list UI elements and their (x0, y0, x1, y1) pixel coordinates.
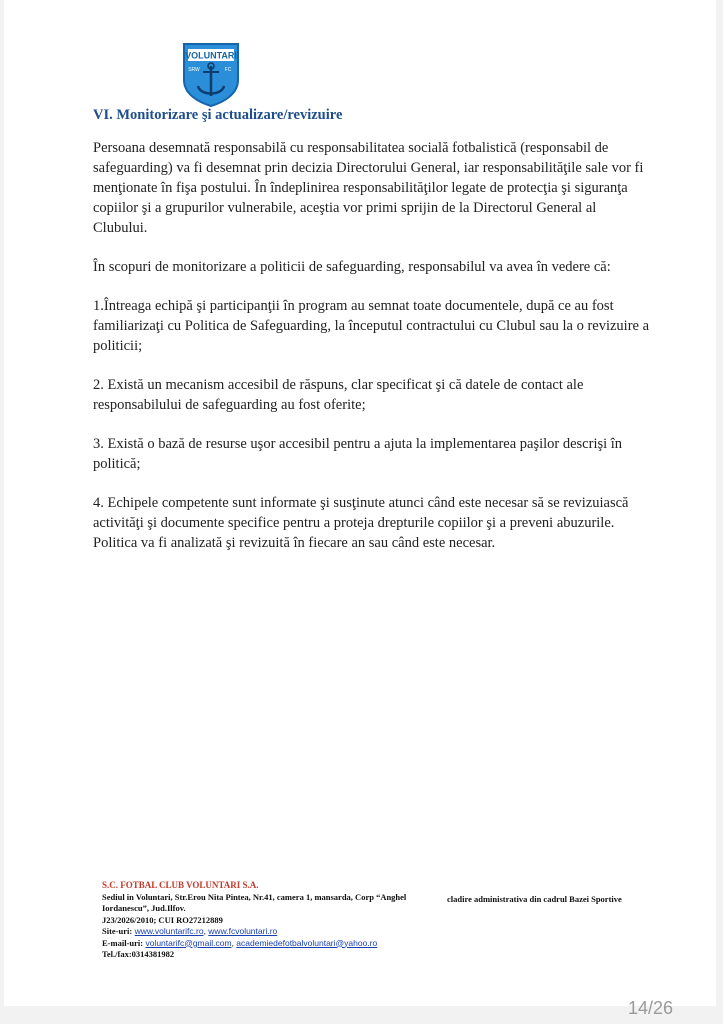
footer-emails: E-mail-uri: voluntarifc@gmail.com, academiedefotbalvoluntari@yahoo.ro (102, 937, 378, 948)
footer-right-note: cladire administrativa din cadrul Bazei Sportive (447, 894, 622, 904)
letterhead-footer (102, 880, 662, 961)
footer-email-link[interactable]: voluntarifc@gmail.com (145, 937, 232, 948)
logo-sub-right: FC (224, 67, 232, 73)
document-page (4, 0, 716, 1006)
section-heading: VI. Monitorizare şi actualizare/revizuire (93, 107, 343, 123)
document-body (93, 138, 653, 572)
footer-registry: J23/2026/2010; CUI RO27212889 (102, 914, 223, 925)
footer-sites-label: Site-uri: (102, 926, 133, 936)
footer-email-label: E-mail-uri: (102, 937, 144, 948)
list-item: 4. Echipele competente sunt informate şi susţinute atunci când este necesar să se revizuiască activităţi şi documente specifice pentru a proteja drepturile copiilor şi a preveni abuzurile. Politica va fi analizată şi revizuită în fiecare an sau când este necesar. (93, 495, 629, 551)
footer-phone: Tel./fax:0314381982 (102, 949, 175, 959)
club-logo (180, 42, 242, 108)
footer-address: Sediul in Voluntari, Str.Erou Nita Pintea, Nr.41, camera 1, mansarda, Corp “Anghel Iordanescu”, Jud.Ilfov. (102, 891, 407, 913)
paragraph: Persoana desemnată responsabilă cu responsabilitatea socială fotbalistică (responsabil de safeguarding) va fi desemnat prin decizia Directorului General, iar responsabilităţile sale vor fi menţionate în fişa postului. În îndeplinirea responsabilităţilor legate de protecţia şi siguranţa copiilor şi a grupurilor vulnerabile, aceştia vor primi sprijin de la Directorul General al Clubului. (93, 140, 644, 236)
paragraph: În scopuri de monitorizare a politicii de safeguarding, responsabilul va avea în vedere că: (93, 259, 611, 275)
page-number: 14/26 (628, 998, 674, 1018)
footer-email-link[interactable]: academiedefotbalvoluntari@yahoo.ro (236, 937, 378, 948)
list-item: 1.Întreaga echipă şi participanţii în program au semnat toate documentele, după ce au fost familiarizaţi cu Politica de Safeguarding, la începutul contractului cu Clubul sau la o revizuire a politicii; (93, 298, 650, 354)
footer-site-link[interactable]: www.voluntarifc.ro (134, 926, 204, 936)
footer-sites: Site-uri: www.voluntarifc.ro, www.fcvoluntari.ro (102, 926, 278, 936)
logo-sub-left: SRW (188, 67, 200, 73)
logo-text: VOLUNTARI (185, 50, 237, 61)
list-item: 3. Există o bază de resurse uşor accesibil pentru a ajuta la implementarea paşilor descrişi în politică; (93, 436, 623, 472)
footer-site-link[interactable]: www.fcvoluntari.ro (208, 926, 278, 936)
footer-company: S.C. FOTBAL CLUB VOLUNTARI S.A. (102, 880, 259, 890)
list-item: 2. Există un mecanism accesibil de răspuns, clar specificat şi că datele de contact ale responsabilului de safeguarding au fost oferite; (93, 377, 584, 413)
